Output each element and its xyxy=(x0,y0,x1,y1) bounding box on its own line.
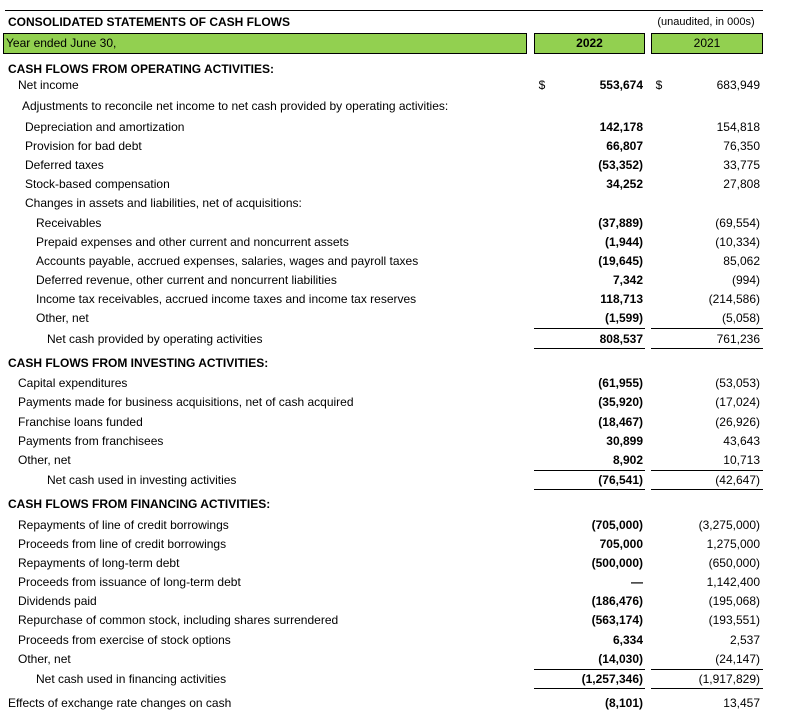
value-2022: (76,541) xyxy=(598,473,643,487)
row-label: Repayments of long-term debt xyxy=(18,556,180,570)
value-2022: (19,645) xyxy=(598,254,643,268)
row-receivables xyxy=(0,214,805,233)
currency-symbol: $ xyxy=(538,78,546,92)
row-income-tax xyxy=(0,290,805,309)
value-2021: 13,457 xyxy=(723,696,760,710)
row-credit-proceeds xyxy=(0,535,805,554)
value-2021: 683,949 xyxy=(716,78,760,92)
value-2022: (705,000) xyxy=(591,518,643,532)
section-financing xyxy=(0,495,805,514)
row-adjustments xyxy=(0,97,805,116)
total-rule-2022 xyxy=(534,348,645,349)
value-2021: 1,275,000 xyxy=(706,537,760,551)
value-2021: 76,350 xyxy=(723,139,760,153)
value-2022: 30,899 xyxy=(606,434,643,448)
value-2022: 142,178 xyxy=(599,120,643,134)
row-label: Income tax receivables, accrued income taxes and income tax reserves xyxy=(36,292,417,306)
column-header-2022: 2022 xyxy=(534,33,645,54)
value-2021: (193,551) xyxy=(708,613,760,627)
column-header-2021: 2021 xyxy=(651,33,763,54)
row-label: Net cash provided by operating activities xyxy=(47,332,263,346)
row-other-inv xyxy=(0,451,805,470)
row-changes xyxy=(0,194,805,213)
value-2021: (17,024) xyxy=(715,395,760,409)
value-2021: 85,062 xyxy=(723,254,760,268)
value-2022: (35,920) xyxy=(598,395,643,409)
value-2022: (37,889) xyxy=(598,216,643,230)
value-2021: (10,334) xyxy=(715,235,760,249)
value-2021: (69,554) xyxy=(715,216,760,230)
row-prepaid xyxy=(0,233,805,252)
value-2021: (42,647) xyxy=(715,473,760,487)
row-label: Net cash used in financing activities xyxy=(36,672,227,686)
value-2022: 34,252 xyxy=(606,177,643,191)
row-deferred-taxes xyxy=(0,156,805,175)
value-2022: (8,101) xyxy=(604,696,643,710)
row-label: Stock-based compensation xyxy=(25,177,170,191)
value-2022: 8,902 xyxy=(612,453,643,467)
value-2021: (994) xyxy=(731,273,760,287)
row-label: Net cash used in investing activities xyxy=(47,473,237,487)
row-label: Dividends paid xyxy=(18,594,97,608)
value-2022: (1,257,346) xyxy=(581,672,643,686)
value-2022: 118,713 xyxy=(600,292,643,306)
value-2022: (18,467) xyxy=(598,415,643,429)
row-fx xyxy=(0,694,805,713)
total-rule-2021 xyxy=(651,688,763,689)
row-label: CASH FLOWS FROM OPERATING ACTIVITIES: xyxy=(8,62,274,76)
row-dividends xyxy=(0,592,805,611)
row-label: Repayments of line of credit borrowings xyxy=(18,518,229,532)
value-2021: 43,643 xyxy=(723,434,760,448)
row-label: Adjustments to reconcile net income to net cash provided by operating activities: xyxy=(22,99,449,113)
value-2021: 33,775 xyxy=(723,158,760,172)
row-net-operating xyxy=(0,330,805,349)
value-2021: (195,068) xyxy=(708,594,760,608)
total-rule-2022 xyxy=(534,688,645,689)
section-investing xyxy=(0,354,805,373)
row-label: Depreciation and amortization xyxy=(25,120,185,134)
row-label: Proceeds from line of credit borrowings xyxy=(18,537,227,551)
value-2022: (14,030) xyxy=(598,652,643,666)
row-label: Net income xyxy=(18,78,79,92)
row-other-op xyxy=(0,309,805,328)
row-capex xyxy=(0,374,805,393)
row-label: CASH FLOWS FROM INVESTING ACTIVITIES: xyxy=(8,356,269,370)
value-2022: (1,599) xyxy=(604,311,643,325)
value-2021: 27,808 xyxy=(723,177,760,191)
value-2022: (563,174) xyxy=(591,613,643,627)
value-2021: (5,058) xyxy=(721,311,760,325)
row-other-fin xyxy=(0,650,805,669)
row-label: Other, net xyxy=(36,311,89,325)
value-2021: (24,147) xyxy=(715,652,760,666)
value-2021: 10,713 xyxy=(723,453,760,467)
top-rule xyxy=(5,10,763,11)
row-label: Other, net xyxy=(18,453,71,467)
total-rule-2022 xyxy=(534,489,645,490)
year-label-header: Year ended June 30, xyxy=(3,33,527,54)
row-label: Receivables xyxy=(36,216,102,230)
value-2022: (1,944) xyxy=(604,235,643,249)
row-ltd-proceeds xyxy=(0,573,805,592)
row-credit-repay xyxy=(0,516,805,535)
value-2021: 2,537 xyxy=(729,633,760,647)
value-2022: 553,674 xyxy=(599,78,643,92)
subtotal-rule-2022 xyxy=(534,328,645,329)
value-2022: (186,476) xyxy=(591,594,643,608)
row-label: Deferred taxes xyxy=(25,158,104,172)
currency-symbol: $ xyxy=(655,78,663,92)
value-2022: 66,807 xyxy=(606,139,643,153)
row-label: Payments made for business acquisitions, net of cash acquired xyxy=(18,395,354,409)
row-label: Accounts payable, accrued expenses, salaries, wages and payroll taxes xyxy=(36,254,419,268)
value-2022: (53,352) xyxy=(598,158,643,172)
row-label: Other, net xyxy=(18,652,71,666)
unaudited-note: (unaudited, in 000s) xyxy=(657,16,755,28)
value-2021: 154,818 xyxy=(716,120,760,134)
row-label: Changes in assets and liabilities, net of acquisitions: xyxy=(25,196,302,210)
row-net-financing xyxy=(0,670,805,689)
row-franchise-loans xyxy=(0,413,805,432)
row-bad-debt xyxy=(0,137,805,156)
value-2021: (650,000) xyxy=(708,556,760,570)
value-2022: (61,955) xyxy=(598,376,643,390)
value-2022: (500,000) xyxy=(591,556,643,570)
row-deferred-revenue xyxy=(0,271,805,290)
row-franchisees xyxy=(0,432,805,451)
row-label: Proceeds from exercise of stock options xyxy=(18,633,231,647)
row-label: Repurchase of common stock, including shares surrendered xyxy=(18,613,339,627)
row-label: Proceeds from issuance of long-term debt xyxy=(18,575,241,589)
value-2021: (1,917,829) xyxy=(698,672,760,686)
row-label: CASH FLOWS FROM FINANCING ACTIVITIES: xyxy=(8,497,271,511)
value-2021: (3,275,000) xyxy=(698,518,760,532)
row-payables xyxy=(0,252,805,271)
row-stock-comp xyxy=(0,175,805,194)
row-label: Prepaid expenses and other current and noncurrent assets xyxy=(36,235,349,249)
value-2021: (214,586) xyxy=(708,292,760,306)
statement-title: CONSOLIDATED STATEMENTS OF CASH FLOWS xyxy=(8,15,290,29)
row-label: Payments from franchisees xyxy=(18,434,164,448)
row-depreciation xyxy=(0,118,805,137)
row-net-income xyxy=(0,76,805,95)
row-label: Capital expenditures xyxy=(18,376,128,390)
total-rule-2021 xyxy=(651,348,763,349)
value-2021: 1,142,400 xyxy=(706,575,760,589)
value-2021: (53,053) xyxy=(715,376,760,390)
value-2022: 808,537 xyxy=(599,332,643,346)
value-2021: 761,236 xyxy=(716,332,760,346)
row-repurchase xyxy=(0,611,805,630)
value-2022: 6,334 xyxy=(612,633,643,647)
row-label: Deferred revenue, other current and noncurrent liabilities xyxy=(36,273,337,287)
value-2021: (26,926) xyxy=(715,415,760,429)
value-2022: 705,000 xyxy=(599,537,643,551)
value-2022: 7,342 xyxy=(612,273,643,287)
row-label: Effects of exchange rate changes on cash xyxy=(8,696,232,710)
row-acquisitions xyxy=(0,393,805,412)
row-options xyxy=(0,631,805,650)
value-2022: — xyxy=(631,575,643,589)
row-ltd-repay xyxy=(0,554,805,573)
subtotal-rule-2021 xyxy=(651,328,763,329)
row-net-investing xyxy=(0,471,805,490)
row-label: Franchise loans funded xyxy=(18,415,143,429)
total-rule-2021 xyxy=(651,489,763,490)
row-label: Provision for bad debt xyxy=(25,139,142,153)
